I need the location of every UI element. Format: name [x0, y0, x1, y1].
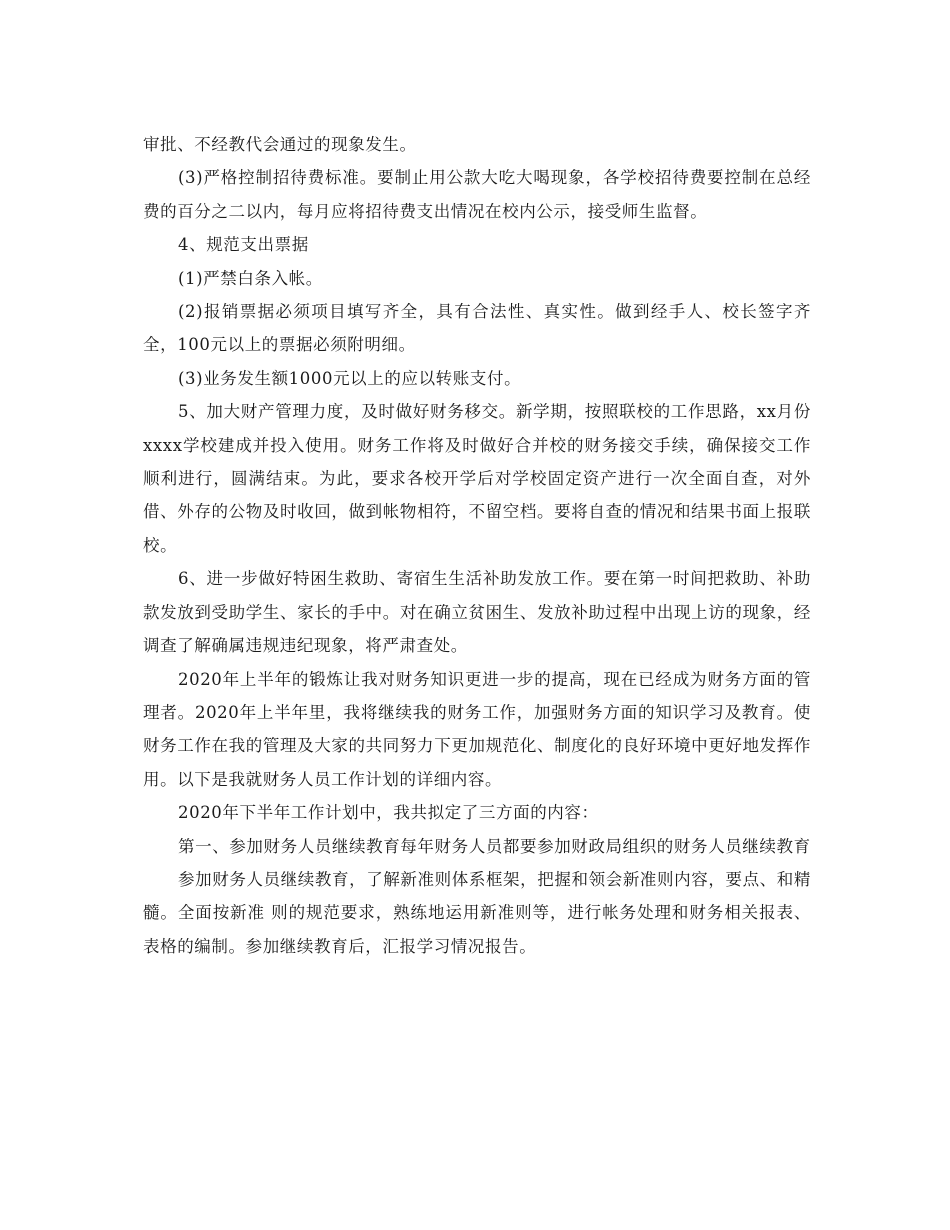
paragraph-4: (1)严禁白条入帐。 [178, 268, 323, 288]
paragraph-11: 第一、参加财务人员继续教育每年财务人员都要参加财政局组织的财务人员继续教育 [178, 836, 811, 856]
paragraph-2: (3)严格控制招待费标准。要制止用公款大吃大喝现象，各学校招待费要控制在总经费的百分之二以内，每月应将招待费支出情况在校内公示，接受师生监督。 [143, 168, 811, 221]
paragraph-10: 2020年下半年工作计划中，我共拟定了三方面的内容： [178, 803, 599, 823]
paragraph-7: 5、加大财产管理力度，及时做好财务移交。新学期，按照联校的工作思路，xx月份xxxx学校建成并投入使用。财务工作将及时做好合并校的财务接交手续，确保接交工作顺利进行，圆满结束。为此，要求各校开学后对学校固定资产进行一次全面自查，对外借、外存的公物及时收回，做到帐物相符，不留空档。要将自查的情况和结果书面上报联校。 [143, 402, 811, 555]
paragraph-12: 参加财务人员继续教育，了解新准则体系框架，把握和领会新准则内容，要点、和精髓。全面按新准 则的规范要求，熟练地运用新准则等，进行帐务处理和财务相关报表、表格的编制。参加继续教育后，汇报学习情况报告。 [143, 869, 811, 956]
paragraph-9: 2020年上半年的锻炼让我对财务知识更进一步的提高，现在已经成为财务方面的管理者。2020年上半年里，我将继续我的财务工作，加强财务方面的知识学习及教育。使财务工作在我的管理及大家的共同努力下更加规范化、制度化的良好环境中更好地发挥作用。以下是我就财务人员工作计划的详细内容。 [143, 669, 811, 789]
paragraph-1: 审批、不经教代会通过的现象发生。 [143, 135, 417, 154]
paragraph-8: 6、进一步做好特困生救助、寄宿生生活补助发放工作。要在第一时间把救助、补助款发放到受助学生、家长的手中。对在确立贫困生、发放补助过程中出现上访的现象，经调查了解确属违规违纪现象，将严肃查处。 [143, 569, 811, 656]
paragraph-3: 4、规范支出票据 [178, 235, 309, 255]
paragraph-5: (2)报销票据必须项目填写齐全，具有合法性、真实性。做到经手人、校长签字齐全，100元以上的票据必须附明细。 [143, 302, 811, 355]
paragraph-6: (3)业务发生额1000元以上的应以转账支付。 [178, 368, 522, 388]
document-body [143, 128, 811, 963]
